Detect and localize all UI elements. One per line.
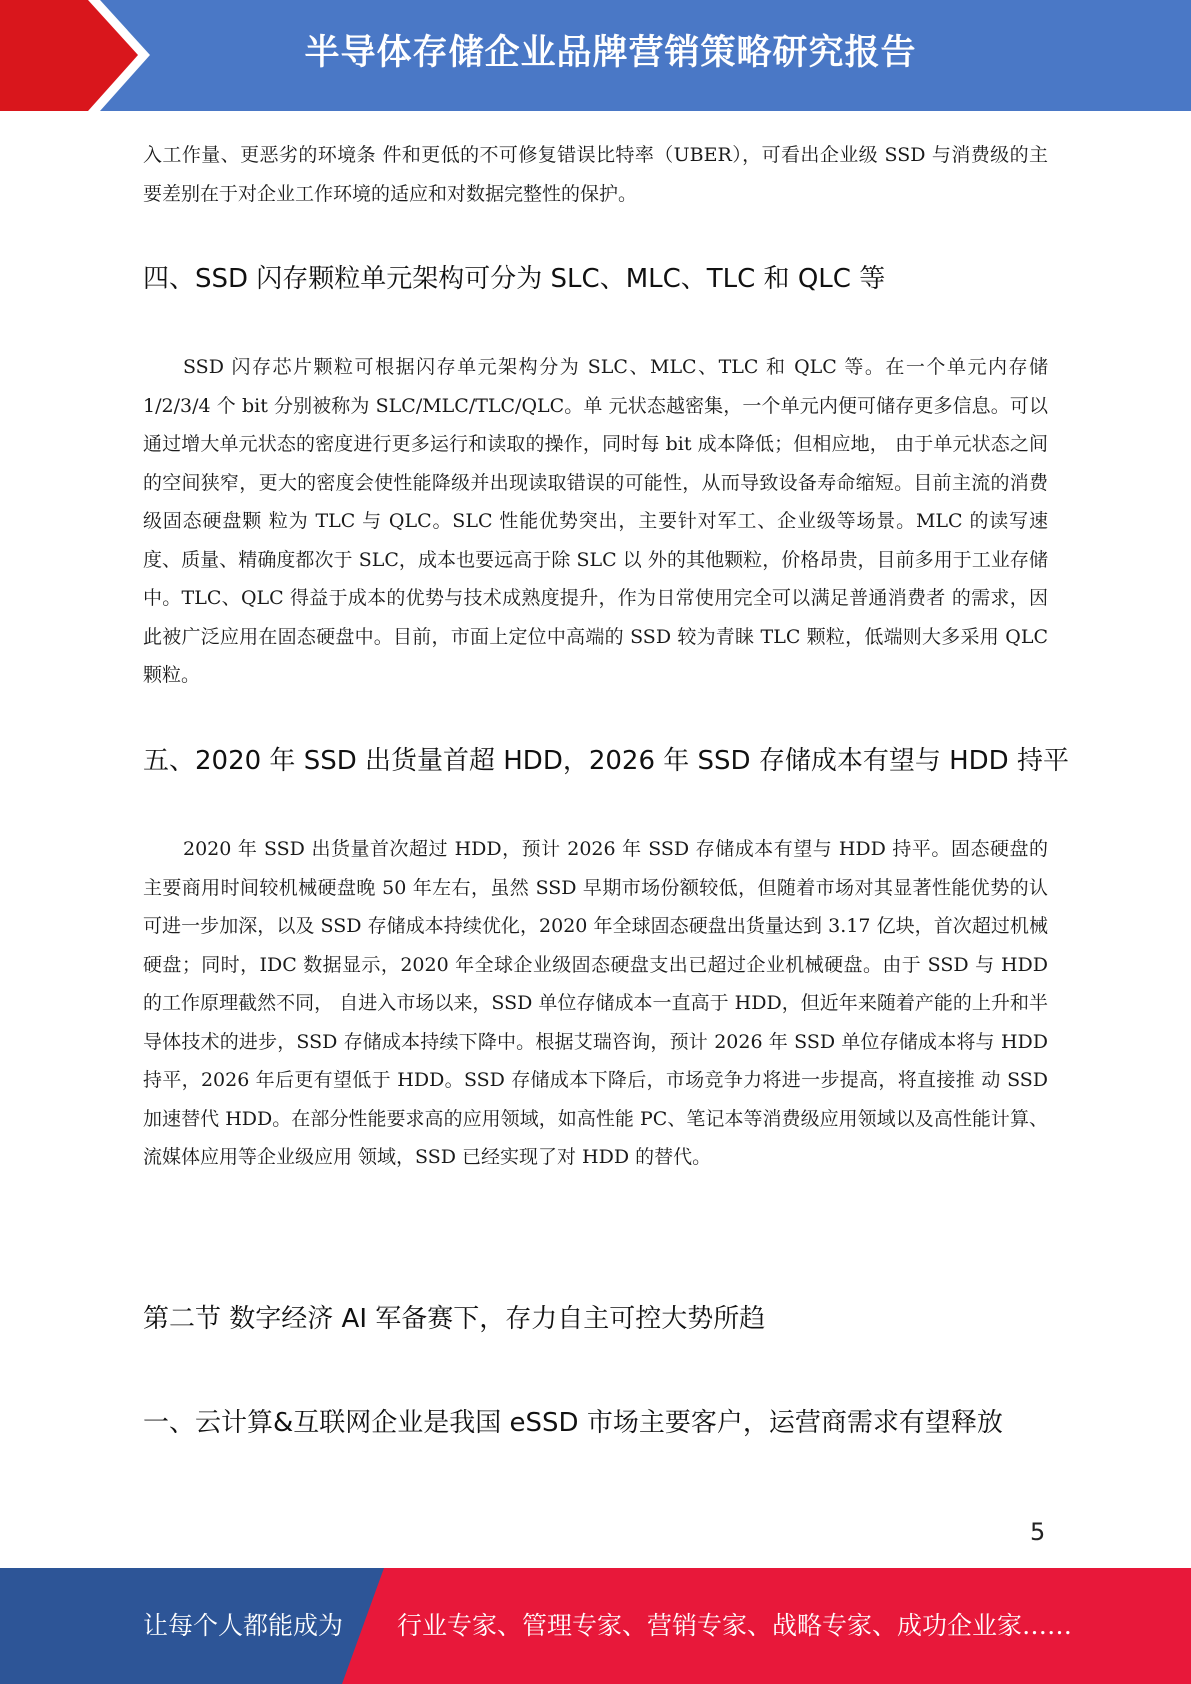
paragraph-ssd-vs-hdd: 2020 年 SSD 出货量首次超过 HDD，预计 2026 年 SSD 存储成本有望与 HDD 持平。固态硬盘的主要商用时间较机械硬盘晚 50 年左右，虽然 SSD 早期市场份额较低，但随着市场对其显著性能优势的认可进一步加深，以及 SSD 存储成本持续优化，2020 年全球固态硬盘出货量达到 3.17 亿块，首次超过机械硬盘；同时，IDC 数据显示，2020 年全球企业级固态硬盘支出已超过企业机械硬盘。由于 SSD 与 HDD 的工作原理截然不同， 自进入市场以来，SSD 单位存储成本一直高于 HDD，但近年来随着产能的上升和半导体技术的进步，SSD 存储成本持续下降中。根据艾瑞咨询，预计 2026 年 SSD 单位存储成本将与 HDD 持平，2026 年后更有望低于 HDD。SSD 存储成本下降后，市场竞争力将进一步提高，将直接推 动 SSD 加速替代 HDD。在部分性能要求高的应用领域，如高性能 PC、笔记本等消费级应用领域以及高性能计算、流媒体应用等企业级应用 领域，SSD 已经实现了对 HDD 的替代。 xyxy=(143,838,1048,1168)
page-number: 5 xyxy=(1030,1518,1046,1546)
heading-essd-market: 一、云计算&互联网企业是我国 eSSD 市场主要客户，运营商需求有望释放 xyxy=(143,1408,1003,1438)
page-footer xyxy=(0,1568,1191,1684)
intro-paragraph: 入工作量、更恶劣的环境条 件和更低的不可修复错误比特率（UBER），可看出企业级 SSD 与消费级的主要差别在于对企业工作环境的适应和对数据完整性的保护。 xyxy=(143,144,1048,205)
paragraph-ssd-cell-architecture: SSD 闪存芯片颗粒可根据闪存单元架构分为 SLC、MLC、TLC 和 QLC 等。在一个单元内存储 1/2/3/4 个 bit 分别被称为 SLC/MLC/TLC/QLC。单 元状态越密集，一个单元内便可储存更多信息。可以通过增大单元状态的密度进行更多运行和读取的操作，同时每 bit 成本降低；但相应地， 由于单元状态之间的空间狭窄，更大的密度会使性能降级并出现读取错误的可能性，从而导致设备寿命缩短。目前主流的消费级固态硬盘颗 粒为 TLC 与 QLC。SLC 性能优势突出，主要针对军工、企业级等场景。MLC 的读写速度、质量、精确度都次于 SLC，成本也要远高于除 SLC 以 外的其他颗粒，价格昂贵，目前多用于工业存储中。TLC、QLC 得益于成本的优势与技术成熟度提升，作为日常使用完全可以满足普通消费者 的需求，因此被广泛应用在固态硬盘中。目前，市面上定位中高端的 SSD 较为青睐 TLC 颗粒，低端则大多采用 QLC 颗粒。 xyxy=(143,356,1048,686)
footer-slogan-right: 行业专家、管理专家、营销专家、战略专家、成功企业家…… xyxy=(397,1611,1073,1640)
page-header xyxy=(0,0,1191,111)
footer-slogan-left: 让每个人都能成为 xyxy=(143,1611,344,1640)
report-title: 半导体存储企业品牌营销策略研究报告 xyxy=(304,33,917,73)
heading-ssd-cell-architecture: 四、SSD 闪存颗粒单元架构可分为 SLC、MLC、TLC 和 QLC 等 xyxy=(143,264,886,294)
section-heading: 第二节 数字经济 AI 军备赛下，存力自主可控大势所趋 xyxy=(143,1304,766,1334)
heading-ssd-vs-hdd: 五、2020 年 SSD 出货量首超 HDD，2026 年 SSD 存储成本有望与 HDD 持平 xyxy=(143,746,1069,776)
